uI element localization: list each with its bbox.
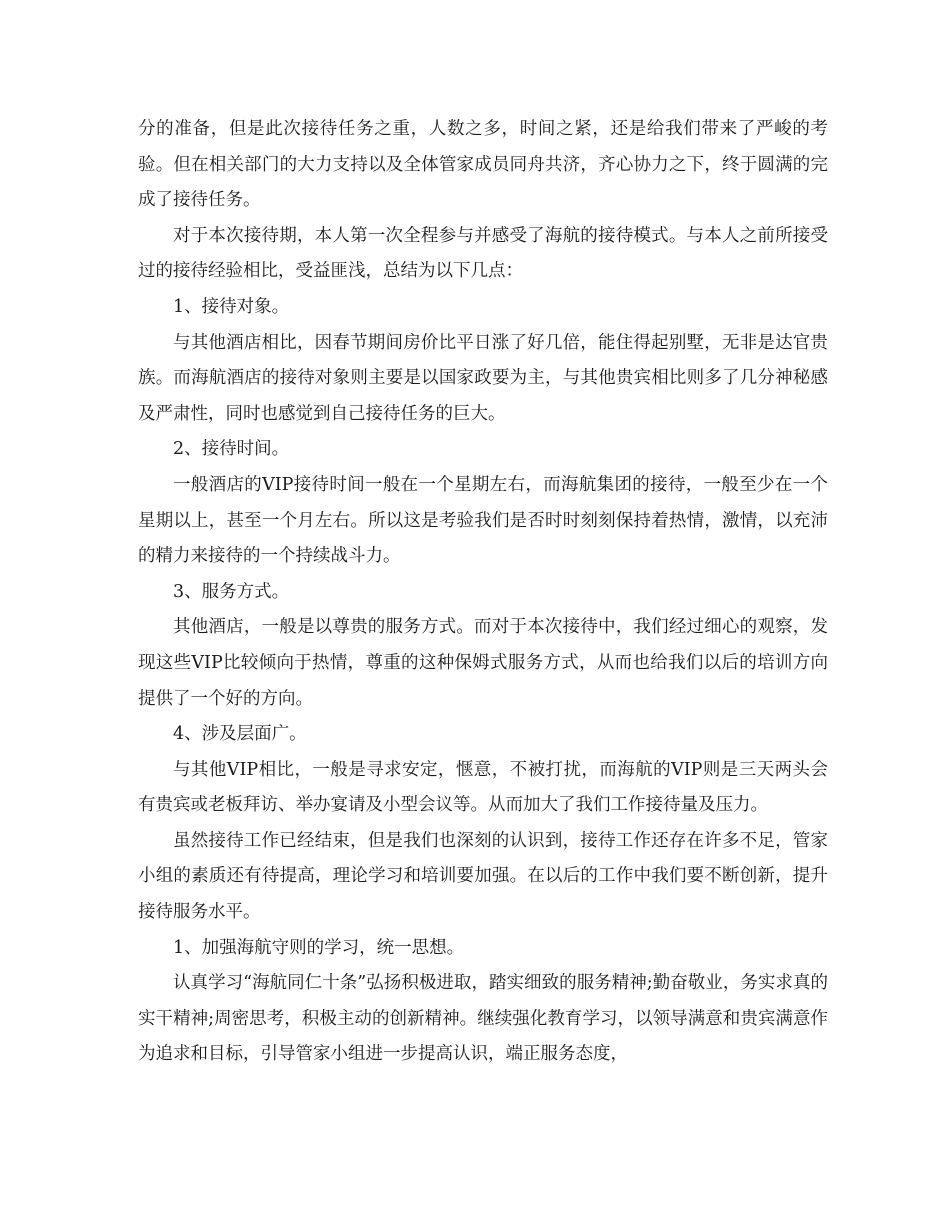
paragraph-7: 虽然接待工作已经结束，但是我们也深刻的认识到，接待工作还存在许多不足，管家小组的素质还有待提高，理论学习和培训要加强。在以后的工作中我们要不断创新，提升接待服务水平。 xyxy=(138,830,828,923)
section-heading-3: 3、服务方式。 xyxy=(173,581,290,602)
paragraph-3: 与其他酒店相比，因春节期间房价比平日涨了好几倍，能住得起别墅，无非是达官贵族。而海航酒店的接待对象则主要是以国家政要为主，与其他贵宾相比则多了几分神秘感及严肃性，同时也感觉到自己接待任务的巨大。 xyxy=(138,332,828,424)
paragraph-5: 其他酒店，一般是以尊贵的服务方式。而对于本次接待中，我们经过细心的观察，发现这些VIP比较倾向于热情，尊重的这种保姆式服务方式，从而也给我们以后的培训方向提供了一个好的方向。 xyxy=(138,617,828,709)
paragraph-2: 对于本次接待期，本人第一次全程参与并感受了海航的接待模式。与本人之前所接受过的接待经验相比，受益匪浅，总结为以下几点： xyxy=(138,225,828,282)
section-heading-5: 1、加强海航守则的学习，统一思想。 xyxy=(173,937,465,958)
paragraph-1: 分的准备，但是此次接待任务之重，人数之多，时间之紧，还是给我们带来了严峻的考验。但在相关部门的大力支持以及全体管家成员同舟共济，齐心协力之下，终于圆满的完成了接待任务。 xyxy=(138,119,828,211)
paragraph-8: 认真学习“海航同仁十条”弘扬积极进取，踏实细致的服务精神;勤奋敬业，务实求真的实干精神;周密思考，积极主动的创新精神。继续强化教育学习，以领导满意和贵宾满意作为追求和目标，引导管家小组进一步提高认识，端正服务态度， xyxy=(138,973,828,1065)
section-heading-2: 2、接待时间。 xyxy=(173,439,290,460)
section-heading-4: 4、涉及层面广。 xyxy=(173,724,307,745)
document-body xyxy=(138,112,828,1073)
paragraph-4: 一般酒店的VIP接待时间一般在一个星期左右，而海航集团的接待，一般至少在一个星期以上，甚至一个月左右。所以这是考验我们是否时时刻刻保持着热情，激情，以充沛的精力来接待的一个持续战斗力。 xyxy=(138,474,828,567)
paragraph-6: 与其他VIP相比，一般是寻求安定，惬意，不被打扰，而海航的VIP则是三天两头会有贵宾或老板拜访、举办宴请及小型会议等。从而加大了我们工作接待量及压力。 xyxy=(138,759,828,816)
section-heading-1: 1、接待对象。 xyxy=(173,296,290,317)
